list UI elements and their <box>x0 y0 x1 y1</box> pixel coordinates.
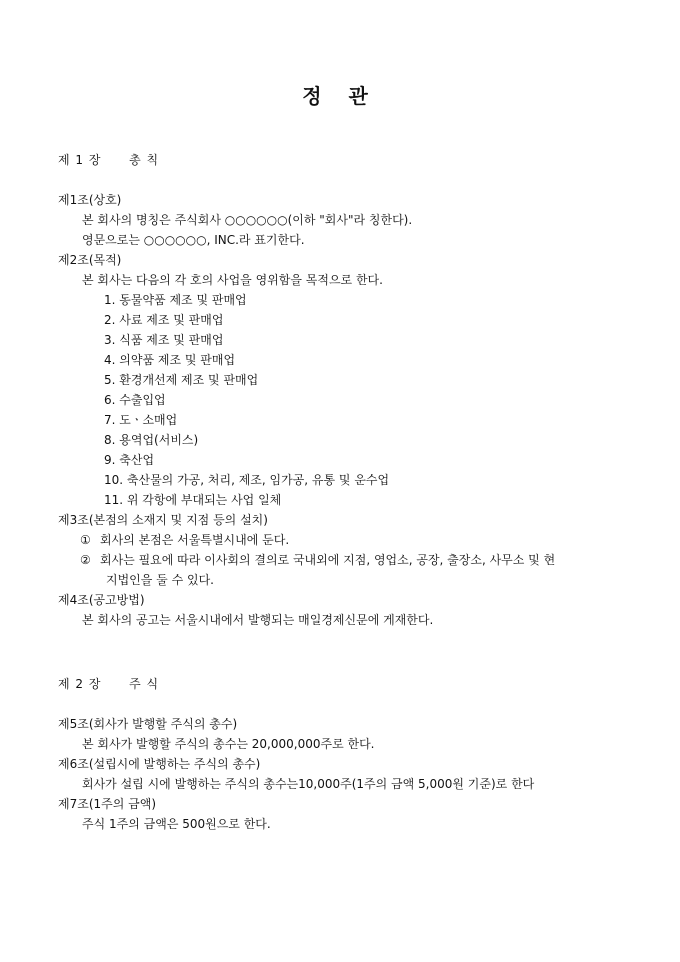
article-5-heading: 제5조(회사가 발행할 주식의 총수) <box>58 717 238 731</box>
article-4-text: 본 회사의 공고는 서울시내에서 발행되는 매일경제신문에 게재한다. <box>82 613 434 627</box>
clause-1-number: ① <box>80 533 91 547</box>
article-3-heading: 제3조(본점의 소재지 및 지점 등의 설치) <box>58 513 268 527</box>
article-2-item-5: 5. 환경개선제 제조 및 판매업 <box>104 373 259 387</box>
document-title: 정 관 <box>302 84 378 108</box>
article-2-item-3: 3. 식품 제조 및 판매업 <box>104 333 224 347</box>
article-2-item-1: 1. 동물약품 제조 및 판매업 <box>104 293 247 307</box>
article-2-item-4: 4. 의약품 제조 및 판매업 <box>104 353 236 367</box>
article-4-heading: 제4조(공고방법) <box>58 593 145 607</box>
chapter-1-name: 총 칙 <box>129 153 160 167</box>
article-2-item-8: 8. 용역업(서비스) <box>104 433 199 447</box>
article-3-clause-1 <box>80 532 289 548</box>
article-2-item-6: 6. 수출입업 <box>104 393 166 407</box>
article-6-text: 회사가 설립 시에 발행하는 주식의 총수는10,000주(1주의 금액 5,000원 기준)로 한다 <box>82 777 535 791</box>
article-3-clause-2-continued: 지법인을 둘 수 있다. <box>106 573 214 587</box>
article-2-item-11: 11. 위 각항에 부대되는 사업 일체 <box>104 493 282 507</box>
clause-2-text: 회사는 필요에 따라 이사회의 결의로 국내외에 지점, 영업소, 공장, 출장소, 사무소 및 현 <box>100 553 556 567</box>
article-2-item-2: 2. 사료 제조 및 판매업 <box>104 313 224 327</box>
article-3-clause-2 <box>80 552 555 568</box>
chapter-1-heading <box>58 152 159 168</box>
chapter-2-name: 주 식 <box>129 677 160 691</box>
article-2-item-7: 7. 도ㆍ소매업 <box>104 413 178 427</box>
article-2-item-10: 10. 축산물의 가공, 처리, 제조, 임가공, 유통 및 운수업 <box>104 473 390 487</box>
clause-2-number: ② <box>80 553 91 567</box>
chapter-2-heading <box>58 676 159 692</box>
article-6-heading: 제6조(설립시에 발행하는 주식의 총수) <box>58 757 261 771</box>
article-1-heading: 제1조(상호) <box>58 193 122 207</box>
article-7-text: 주식 1주의 금액은 500원으로 한다. <box>82 817 271 831</box>
article-1-line-1: 본 회사의 명칭은 주식회사 ○○○○○○(이하 "회사"라 칭한다). <box>82 213 413 227</box>
article-7-heading: 제7조(1주의 금액) <box>58 797 156 811</box>
article-2-heading: 제2조(목적) <box>58 253 122 267</box>
chapter-1-number: 제 1 장 <box>58 153 102 167</box>
article-1-line-2: 영문으로는 ○○○○○○, INC.라 표기한다. <box>82 233 305 247</box>
clause-1-text: 회사의 본점은 서울특별시내에 둔다. <box>100 533 290 547</box>
article-5-text: 본 회사가 발행할 주식의 총수는 20,000,000주로 한다. <box>82 737 375 751</box>
article-2-intro: 본 회사는 다음의 각 호의 사업을 영위함을 목적으로 한다. <box>82 273 383 287</box>
chapter-2-number: 제 2 장 <box>58 677 102 691</box>
article-2-item-9: 9. 축산업 <box>104 453 155 467</box>
